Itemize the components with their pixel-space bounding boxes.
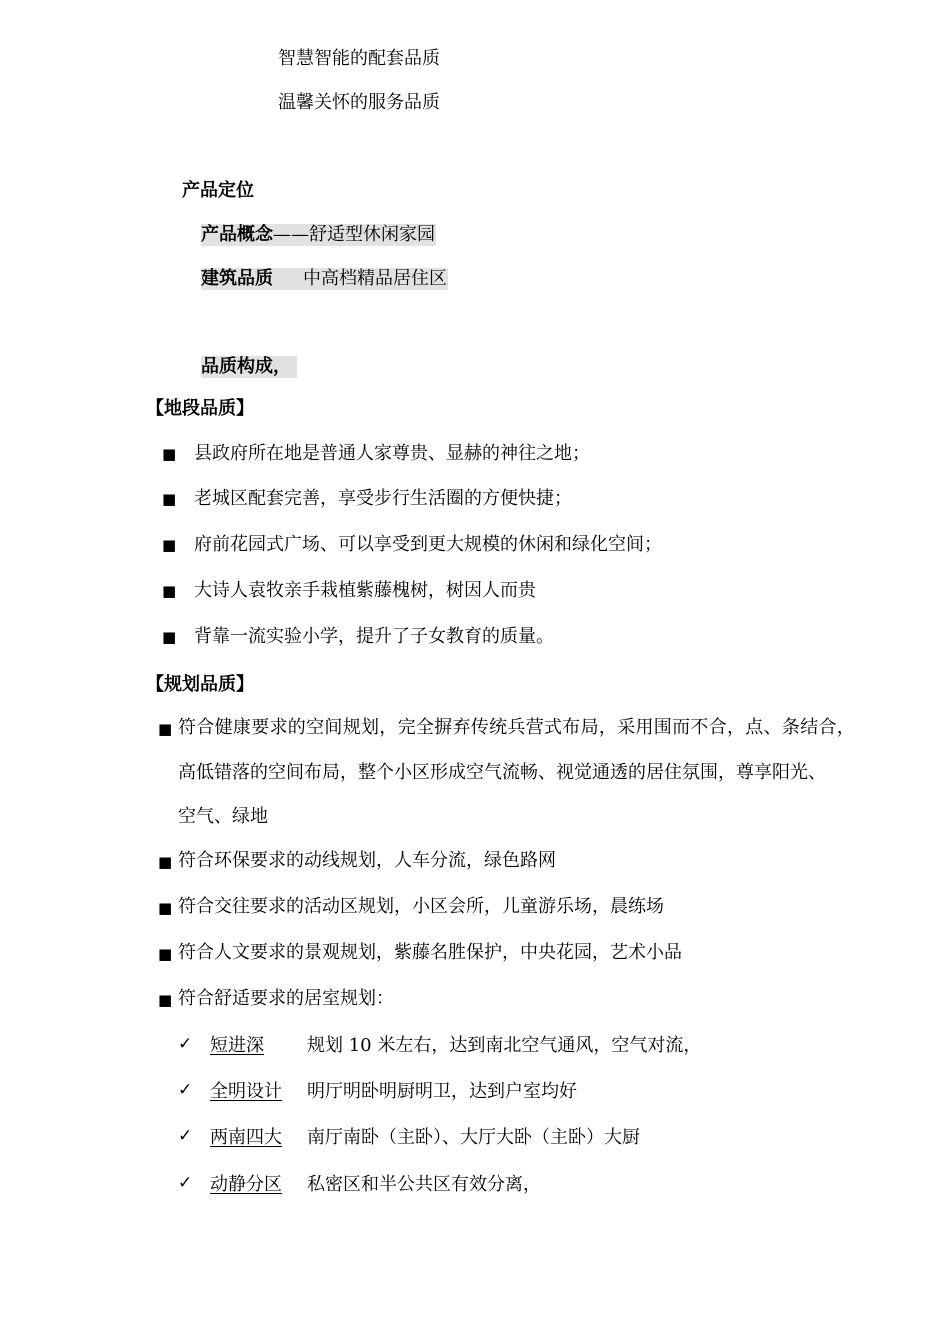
location-heading: 【地段品质】 [146, 398, 254, 419]
check-term-2: 全明设计 [210, 1081, 282, 1102]
intro-line-2: 温馨关怀的服务品质 [278, 92, 440, 113]
checkmark-icon: ✓ [178, 1126, 193, 1146]
product-concept [201, 224, 436, 246]
planning-item-5: 符合舒适要求的居室规划： [178, 988, 394, 1009]
check-desc-1: 规划 10 米左右，达到南北空气通风，空气对流， [307, 1035, 702, 1056]
checkmark-icon: ✓ [178, 1080, 193, 1100]
square-bullet-icon: ■ [158, 945, 173, 963]
planning-item-1-line-3: 空气、绿地 [178, 806, 268, 827]
square-bullet-icon: ■ [158, 899, 173, 917]
building-value: 中高档精品居住区 [303, 268, 447, 289]
planning-item-1-line-2: 高低错落的空间布局，整个小区形成空气流畅、视觉通透的居住氛围，尊享阳光、 [178, 762, 826, 783]
square-bullet-icon: ■ [162, 582, 177, 600]
location-item-4: 大诗人袁牧亲手栽植紫藤槐树，树因人而贵 [194, 580, 536, 601]
check-term-3: 两南四大 [210, 1127, 282, 1148]
planning-item-3: 符合交往要求的活动区规划，小区会所，儿童游乐场，晨练场 [178, 896, 664, 917]
intro-line-1: 智慧智能的配套品质 [278, 48, 440, 69]
square-bullet-icon: ■ [162, 536, 177, 554]
check-desc-2: 明厅明卧明厨明卫，达到户室均好 [307, 1081, 577, 1102]
planning-item-4: 符合人文要求的景观规划，紫藤名胜保护，中央花园，艺术小品 [178, 942, 682, 963]
building-label: 建筑品质 [201, 268, 273, 289]
planning-item-1-line-1: 符合健康要求的空间规划，完全摒弃传统兵营式布局，采用围而不合，点、条结合， [178, 717, 856, 738]
location-item-3: 府前花园式广场、可以享受到更大规模的休闲和绿化空间； [194, 534, 662, 555]
square-bullet-icon: ■ [158, 720, 173, 738]
checkmark-icon: ✓ [178, 1034, 193, 1054]
concept-value: 舒适型休闲家园 [309, 224, 435, 245]
check-desc-3: 南厅南卧（主卧）、大厅大卧（主卧）大厨 [307, 1127, 640, 1148]
planning-item-2: 符合环保要求的动线规划，人车分流，绿色路网 [178, 850, 556, 871]
check-term-1: 短进深 [210, 1035, 264, 1056]
concept-dash: —— [273, 224, 309, 245]
positioning-heading: 产品定位 [182, 180, 254, 201]
concept-label: 产品概念 [201, 224, 273, 245]
square-bullet-icon: ■ [162, 445, 177, 463]
planning-heading: 【规划品质】 [146, 674, 254, 695]
square-bullet-icon: ■ [158, 853, 173, 871]
location-item-5: 背靠一流实验小学，提升了子女教育的质量。 [194, 626, 554, 647]
location-item-2: 老城区配套完善，享受步行生活圈的方便快捷； [194, 488, 572, 509]
building-quality [201, 268, 448, 290]
square-bullet-icon: ■ [162, 628, 177, 646]
check-term-4: 动静分区 [210, 1174, 282, 1195]
location-item-1: 县政府所在地是普通人家尊贵、显赫的神往之地； [194, 443, 590, 464]
quality-composition-heading: 品质构成， [201, 356, 297, 378]
check-desc-4: 私密区和半公共区有效分离， [307, 1174, 541, 1195]
checkmark-icon: ✓ [178, 1173, 193, 1193]
square-bullet-icon: ■ [158, 991, 173, 1009]
square-bullet-icon: ■ [162, 490, 177, 508]
